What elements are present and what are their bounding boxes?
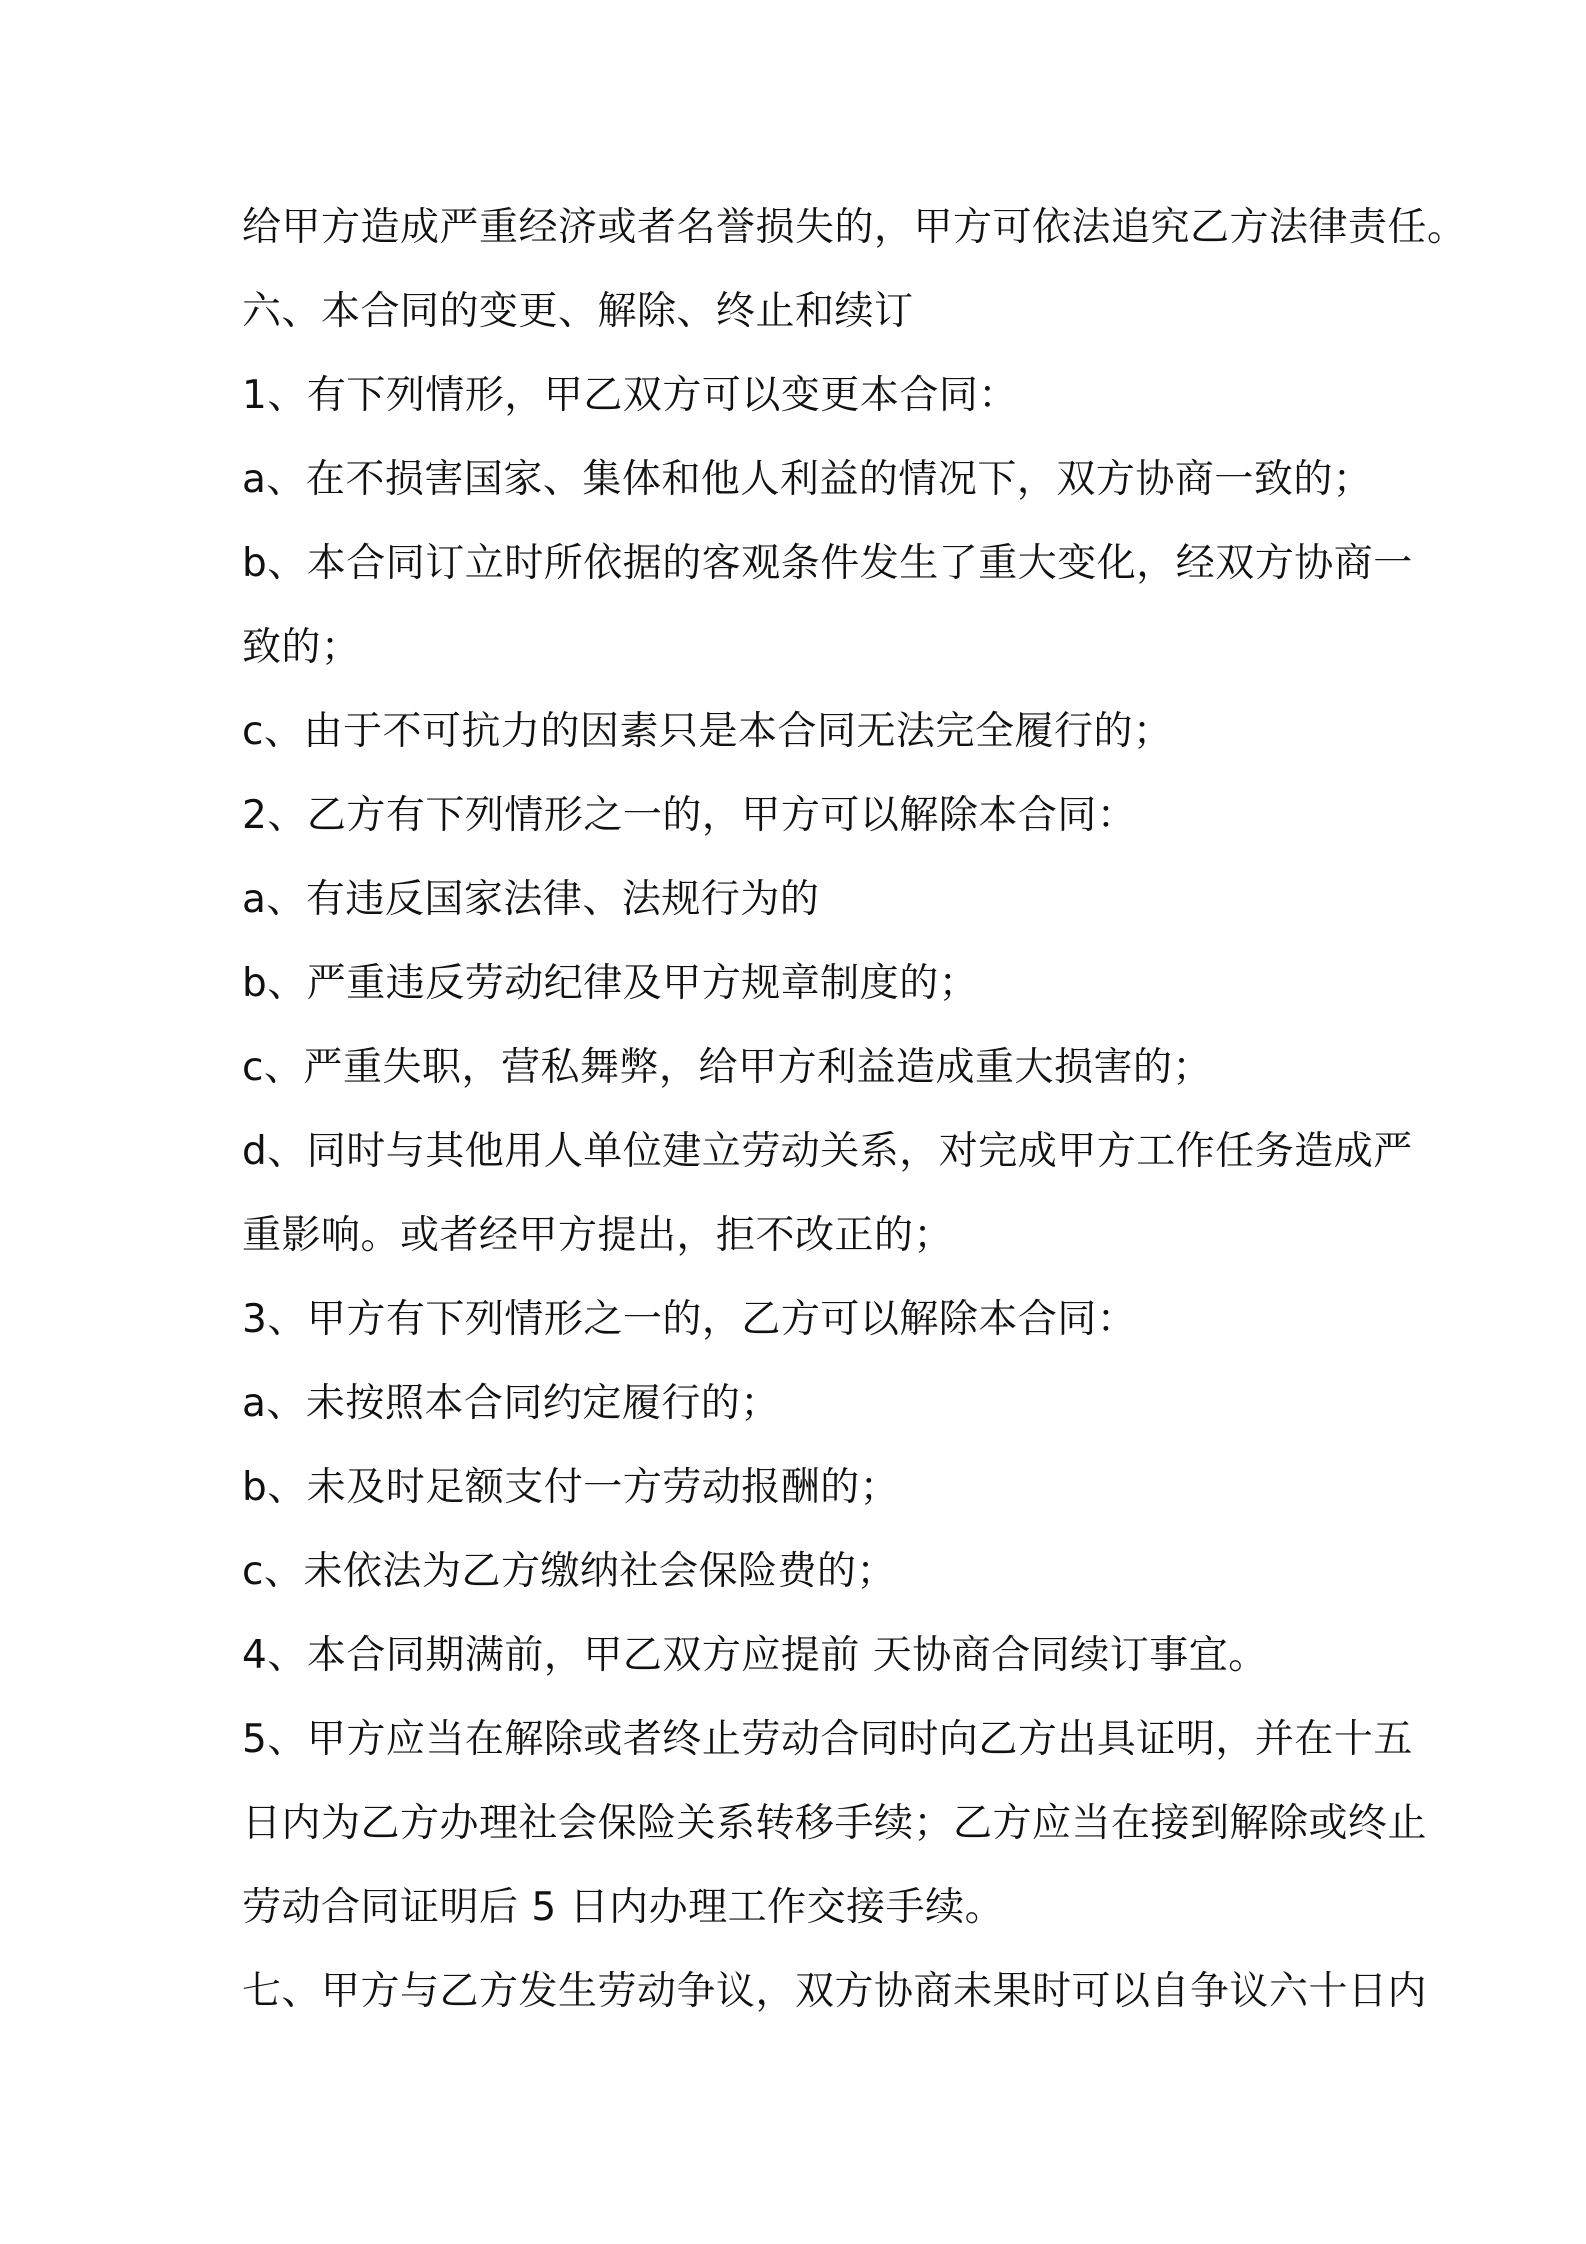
text-line: a、在不损害国家、集体和他人利益的情况下，双方协商一致的； [242, 457, 1373, 502]
text-line: a、有违反国家法律、法规行为的 [242, 877, 820, 922]
text-line: d、同时与其他用人单位建立劳动关系，对完成甲方工作任务造成严 [242, 1129, 1413, 1174]
text-line: c、严重失职，营私舞弊，给甲方利益造成重大损害的； [242, 1045, 1212, 1090]
text-line: 给甲方造成严重经济或者名誉损失的，甲方可依法追究乙方法律责任。 [242, 205, 1467, 250]
text-line: c、由于不可抗力的因素只是本合同无法完全履行的； [242, 709, 1173, 754]
text-line: 日内为乙方办理社会保险关系转移手续；乙方应当在接到解除或终止 [242, 1801, 1428, 1846]
text-line: b、严重违反劳动纪律及甲方规章制度的； [242, 961, 979, 1006]
text-line: c、未依法为乙方缴纳社会保险费的； [242, 1549, 896, 1594]
text-line: 重影响。或者经甲方提出，拒不改正的； [242, 1213, 954, 1258]
text-line: b、未及时足额支付一方劳动报酬的； [242, 1465, 900, 1510]
text-line: 4、本合同期满前，甲乙双方应提前 天协商合同续订事宜。 [242, 1633, 1268, 1678]
section-heading: 七、甲方与乙方发生劳动争议，双方协商未果时可以自争议六十日内 [242, 1969, 1428, 2014]
text-line: 5、甲方应当在解除或者终止劳动合同时向乙方出具证明，并在十五 [242, 1717, 1413, 1762]
text-line: b、本合同订立时所依据的客观条件发生了重大变化，经双方协商一 [242, 541, 1413, 586]
text-line: 3、甲方有下列情形之一的，乙方可以解除本合同： [242, 1297, 1137, 1342]
text-line: 2、乙方有下列情形之一的，甲方可以解除本合同： [242, 793, 1137, 838]
text-line: 致的； [242, 625, 361, 670]
text-line: a、未按照本合同约定履行的； [242, 1381, 780, 1426]
section-heading: 六、本合同的变更、解除、终止和续订 [242, 289, 914, 334]
text-line: 1、有下列情形，甲乙双方可以变更本合同： [242, 373, 1018, 418]
text-line: 劳动合同证明后 5 日内办理工作交接手续。 [242, 1885, 1005, 1930]
